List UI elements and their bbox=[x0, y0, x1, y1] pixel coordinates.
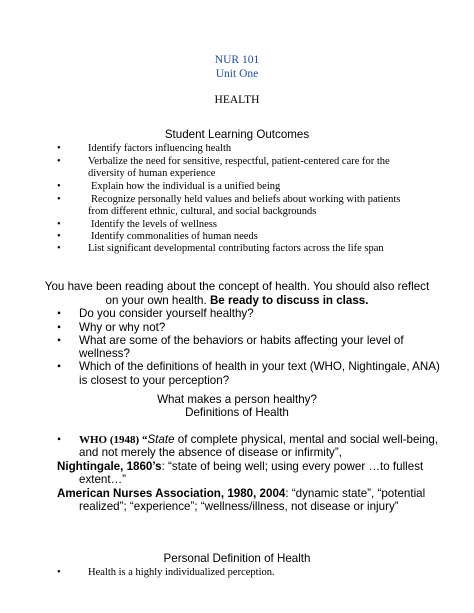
page-title: HEALTH bbox=[214, 94, 260, 106]
reflection-emphasis: Be ready to discuss in class. bbox=[209, 294, 369, 307]
question-item: Why or why not? bbox=[79, 321, 166, 334]
definitions-question: What makes a person healthy? bbox=[157, 393, 317, 406]
outcome-item: Identify the levels of wellness bbox=[91, 219, 217, 230]
reflection-intro-text: on your own health. bbox=[105, 294, 210, 307]
ana-definition-cont: realized”; “experience”; “wellness/illness, not disease or injury” bbox=[79, 500, 399, 513]
bullet: • bbox=[57, 567, 61, 578]
question-item: Do you consider yourself healthy? bbox=[79, 307, 254, 320]
ana-definition bbox=[57, 487, 457, 500]
nightingale-text: : “state of being well; using every power …to fullest bbox=[161, 460, 424, 473]
bullet: • bbox=[57, 181, 61, 192]
reflection-intro-line2 bbox=[0, 294, 474, 307]
bullet: • bbox=[57, 231, 61, 242]
bullet: • bbox=[57, 219, 61, 230]
bullet: • bbox=[57, 307, 62, 320]
nightingale-definition bbox=[57, 460, 457, 473]
unit-label: Unit One bbox=[215, 68, 259, 80]
bullet: • bbox=[57, 156, 61, 167]
outcome-item: Identify factors influencing health bbox=[88, 143, 232, 154]
question-item-cont: is closest to your perception? bbox=[79, 374, 230, 387]
bullet: • bbox=[57, 321, 62, 334]
bullet: • bbox=[57, 360, 62, 373]
reflection-intro-line1: You have been reading about the concept of health. You should also reflect bbox=[44, 280, 430, 293]
course-code: NUR 101 bbox=[214, 54, 260, 66]
bullet: • bbox=[57, 143, 61, 154]
question-item-cont: wellness? bbox=[79, 347, 130, 360]
outcome-item: List significant developmental contributing factors across the life span bbox=[88, 243, 384, 254]
bullet: • bbox=[57, 194, 61, 205]
bullet: • bbox=[57, 243, 61, 254]
outcome-item: Explain how the individual is a unified being bbox=[91, 181, 281, 192]
who-definition-cont: and not merely the absence of disease or infirmity”, bbox=[79, 446, 342, 459]
nightingale-label: Nightingale, 1860’s bbox=[57, 460, 162, 473]
who-label: WHO (1948) “ bbox=[79, 434, 148, 446]
definitions-heading: Definitions of Health bbox=[185, 406, 289, 419]
who-text: of complete physical, mental and social well-being, bbox=[174, 433, 439, 446]
outcomes-heading: Student Learning Outcomes bbox=[164, 128, 310, 141]
bullet: • bbox=[57, 433, 62, 446]
question-item: Which of the definitions of health in your text (WHO, Nightingale, ANA) bbox=[79, 360, 440, 373]
outcome-item: Verbalize the need for sensitive, respectful, patient-centered care for the bbox=[88, 156, 390, 167]
who-state-word: State bbox=[147, 433, 175, 446]
personal-item: Health is a highly individualized perception. bbox=[88, 567, 275, 578]
bullet: • bbox=[57, 334, 62, 347]
personal-heading: Personal Definition of Health bbox=[163, 552, 311, 565]
outcome-item: Recognize personally held values and beliefs about working with patients bbox=[91, 194, 401, 205]
outcome-item-cont: diversity of human experience bbox=[88, 168, 216, 179]
ana-text: : “dynamic state”, “potential bbox=[285, 487, 426, 500]
outcome-item: Identify commonalities of human needs bbox=[91, 231, 258, 242]
ana-label: American Nurses Association, 1980, 2004 bbox=[57, 487, 286, 500]
question-item: What are some of the behaviors or habits affecting your level of bbox=[79, 334, 404, 347]
nightingale-definition-cont: extent…” bbox=[79, 473, 127, 486]
outcome-item-cont: from different ethnic, cultural, and social backgrounds bbox=[88, 206, 317, 217]
